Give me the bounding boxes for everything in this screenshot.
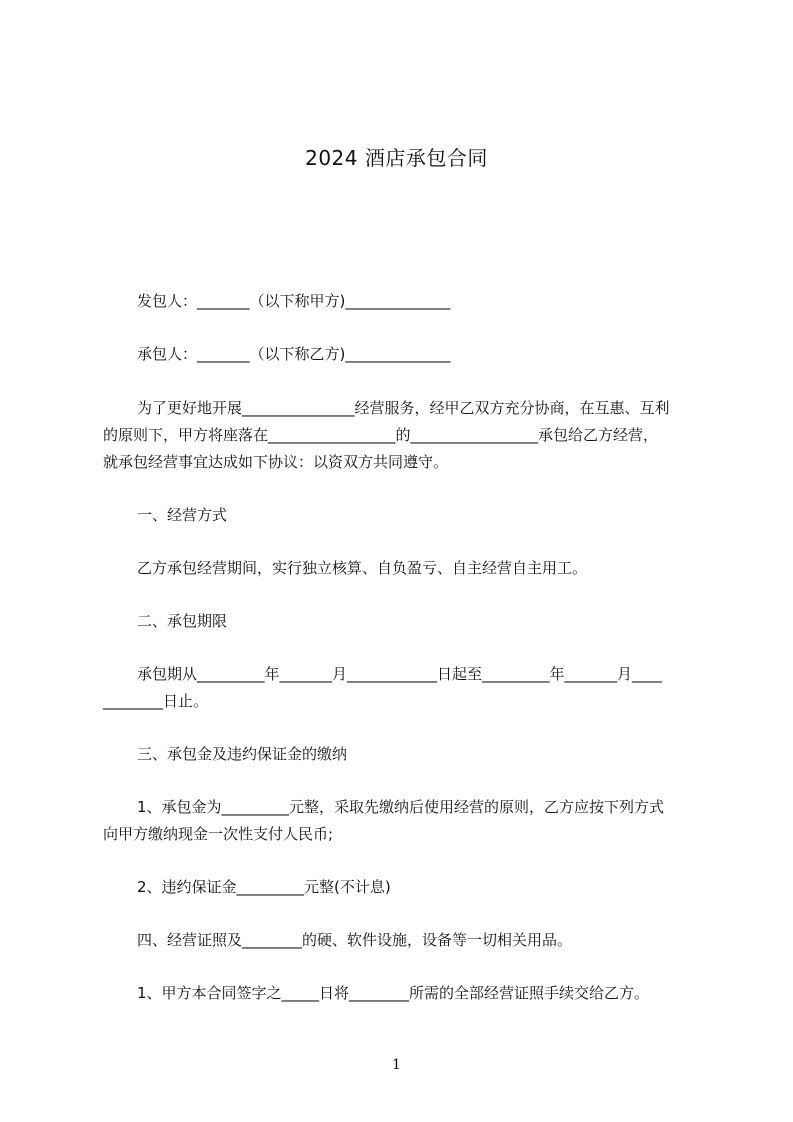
section-2-body-line-2: ________日止。: [103, 692, 209, 710]
intro-line-2: 的原则下，甲方将座落在_________________的_________________承包给乙方经营，: [103, 426, 659, 444]
section-3-item-1-line-2: 向甲方缴纳现金一次性支付人民币;: [103, 825, 334, 843]
section-2-body-line-1: 承包期从_________年_______月____________日起至_________年_______月____: [137, 665, 663, 683]
section-1-heading: 一、经营方式: [137, 506, 228, 524]
section-4-item-1: 1、甲方本合同签字之_____日将________所需的全部经营证照手续交给乙方。: [137, 984, 650, 1002]
document-title: 2024 酒店承包合同: [305, 146, 488, 170]
page-number: 1: [392, 1057, 401, 1073]
section-3-item-1-line-1: 1、承包金为_________元整，采取先缴纳后使用经营的原则，乙方应按下列方式: [137, 798, 665, 816]
intro-line-3: 就承包经营事宜达成如下协议：以资双方共同遵守。: [103, 453, 449, 471]
section-3-item-2: 2、违约保证金_________元整(不计息): [137, 878, 391, 896]
intro-line-1: 为了更好地开展_______________经营服务，经甲乙双方充分协商，在互惠、互利: [137, 399, 670, 417]
employer-line: 发包人：_______（以下称甲方)______________: [137, 292, 451, 310]
contractor-line: 承包人：_______（以下称乙方)______________: [137, 345, 451, 363]
section-4-heading: 四、经营证照及________的硬、软件设施，设备等一切相关用品。: [137, 931, 573, 949]
section-2-heading: 二、承包期限: [137, 612, 228, 630]
section-1-body: 乙方承包经营期间，实行独立核算、自负盈亏、自主经营自主用工。: [137, 559, 588, 577]
section-3-heading: 三、承包金及违约保证金的缴纳: [137, 745, 348, 763]
